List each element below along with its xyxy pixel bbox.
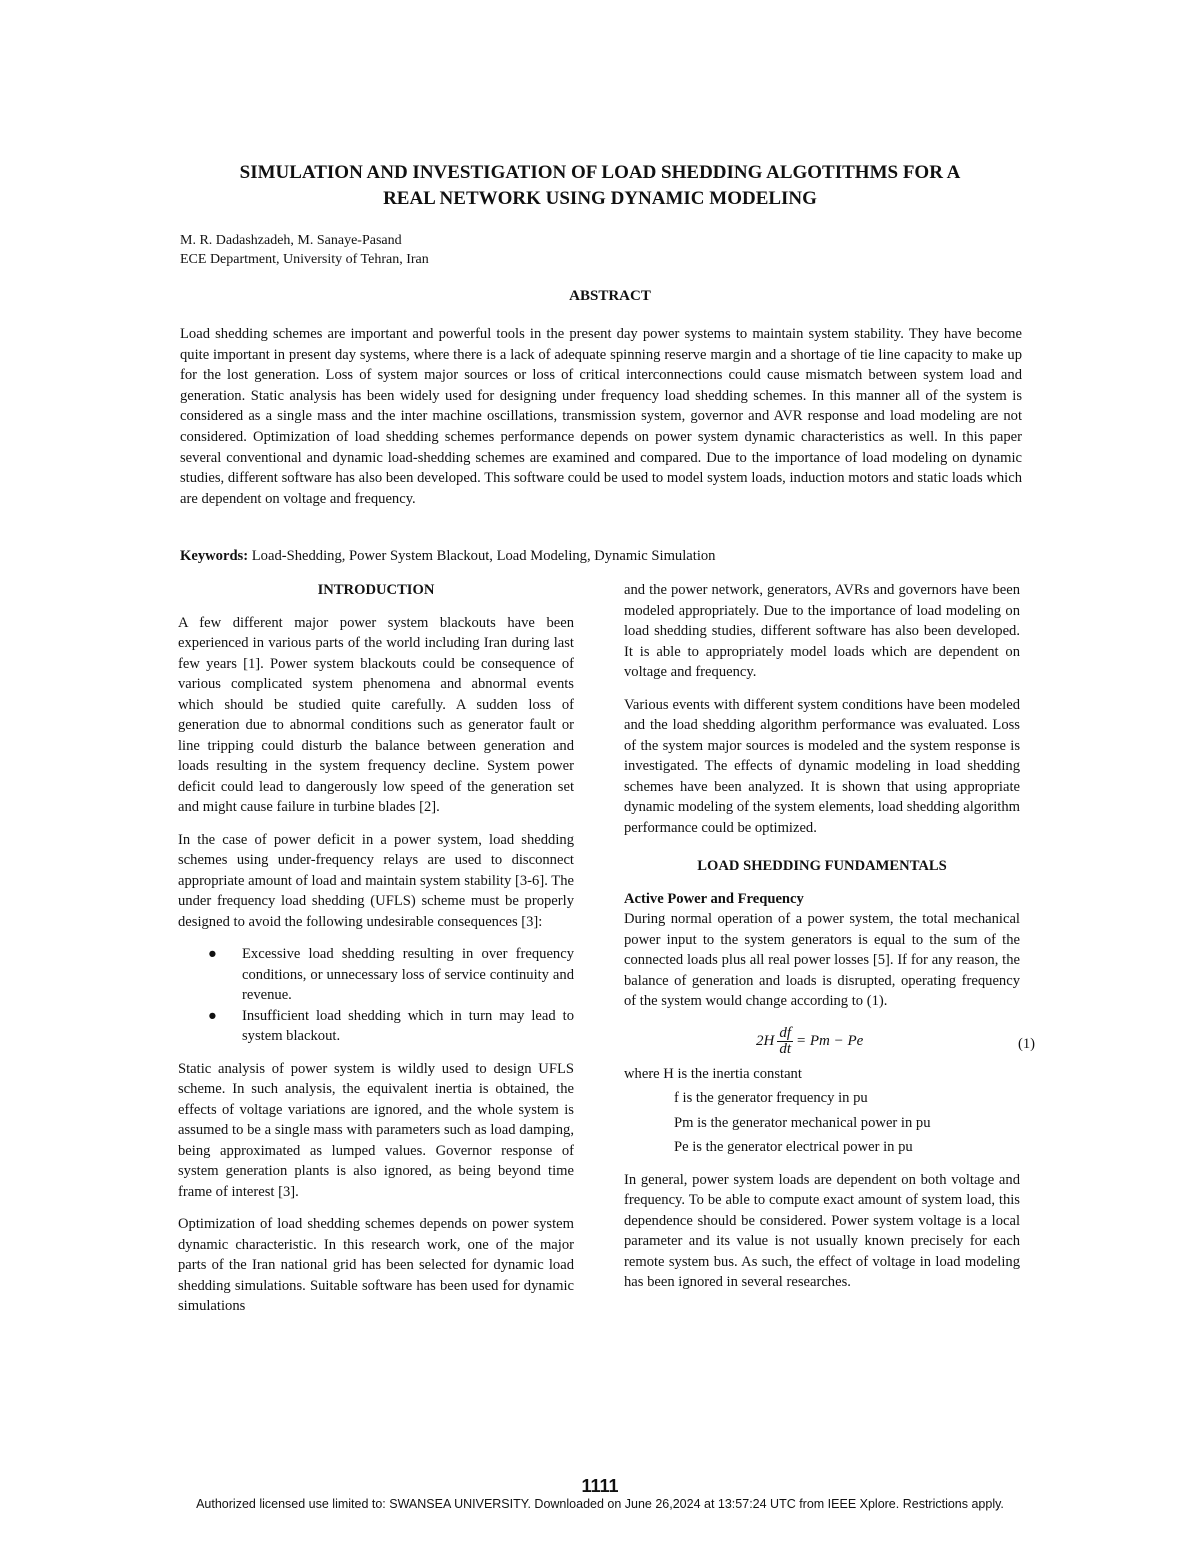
consequences-list	[178, 944, 574, 1047]
affiliation: ECE Department, University of Tehran, Iran	[180, 252, 429, 267]
authors: M. R. Dadashzadeh, M. Sanaye-Pasand	[180, 233, 402, 248]
symbol-definitions	[674, 1088, 1020, 1158]
fraction-numerator: df	[779, 1024, 792, 1041]
where-clause: where H is the inertia constant	[624, 1065, 802, 1082]
abstract-text: Load shedding schemes are important and powerful tools in the present day power systems to maintain system stability. They have become quite important in present day systems, where there is a lack of adequate spinning reserve margin and a shortage of tie line capacity to make up for the lost generation. Loss of system major sources or loss of critical interconnections could cause mismatch between system load and generation. Static analysis has been widely used for designing under frequency load shedding schemes. In this manner all of the system is considered as a single mass and the inter machine oscillations, transmission system, governor and AVR response and load modeling are not considered. Optimization of load shedding schemes performance depends on power system dynamic characteristics as well. In this paper several conventional and dynamic load-shedding schemes are examined and compared. Due to the importance of load modeling on dynamic studies, different software has also been developed. This software could be used to model system loads, induction motors and static loads which are dependent on voltage and frequency.	[180, 326, 1022, 507]
active-power-subheading: Active Power and Frequency	[624, 890, 804, 907]
intro-paragraph-1: A few different major power system blackouts have been experienced in various parts of the world including Iran during last few years [1]. Power system blackouts could be consequence of various complicated system phenomena and abnormal events which should be studied quite carefully. A sudden loss of generation due to abnormal conditions such as generator fault or line tripping could disturb the balance between generation and loads resulting in the system frequency decline. System power deficit could lead to dangerously low speed of the generation set and might cause failure in turbine blades [2].	[178, 614, 574, 815]
keywords-label: Keywords:	[180, 548, 249, 564]
right-paragraph-1: and the power network, generators, AVRs and governors have been modeled appropriately. Due to the importance of load modeling on load shedding studies, different software has also been developed. It is able to appropriately model loads which are dependent on voltage and frequency.	[624, 582, 1020, 680]
license-notice: Authorized licensed use limited to: SWANSEA UNIVERSITY. Downloaded on June 26,2024 at 13:57:24 UTC from IEEE Xplore. Restrictions apply.	[196, 1497, 1004, 1511]
list-item	[178, 944, 574, 1006]
bullet-icon: ●	[208, 946, 217, 962]
definition-f: f is the generator frequency in pu	[674, 1090, 868, 1106]
introduction-heading: INTRODUCTION	[317, 582, 435, 598]
equation-expression	[756, 1026, 863, 1057]
paper-title	[120, 160, 1080, 212]
keywords	[180, 546, 1022, 566]
keywords-text: Load-Shedding, Power System Blackout, Load Modeling, Dynamic Simulation	[251, 548, 716, 564]
bullet-icon: ●	[208, 1007, 217, 1024]
list-item-text: Excessive load shedding resulting in over frequency conditions, or unnecessary loss of service continuity and revenue.	[242, 946, 574, 1003]
fraction-denominator: dt	[779, 1040, 792, 1057]
intro-paragraph-3: Static analysis of power system is wildly used to design UFLS scheme. In such analysis, the equivalent inertia is obtained, the effects of voltage variations are ignored, and the whole system is assumed to be a single mass with parameters such as load damping, being approximated as lumped values. Governor response of system generation plants is also ignored, as being beyond time frame of interest [3].	[178, 1060, 574, 1200]
abstract-heading: ABSTRACT	[569, 288, 651, 304]
right-paragraph-4: In general, power system loads are dependent on both voltage and frequency. To be able to compute exact amount of system load, this dependence should be considered. Power system voltage is a local parameter and its value is not usually known precisely for each remote system bus. As such, the effect of voltage in load modeling has been ignored in several researches.	[624, 1171, 1020, 1290]
intro-paragraph-2: In the case of power deficit in a power system, load shedding schemes using under-frequency relays are used to disconnect appropriate amount of load and maintain system stability [3-6]. The under frequency load shedding (UFLS) scheme must be properly designed to avoid the following undesirable consequences [3]:	[178, 831, 574, 930]
title-line-2: REAL NETWORK USING DYNAMIC MODELING	[383, 188, 817, 209]
right-column	[624, 580, 1036, 1305]
intro-paragraph-4: Optimization of load shedding schemes depends on power system dynamic characteristic. In this research work, one of the major parts of the Iran national grid has been selected for dynamic load shedding simulations. Suitable software has been used for dynamic simulations	[178, 1216, 574, 1314]
equation-lhs: 2H	[756, 1032, 775, 1049]
right-paragraph-2: Various events with different system conditions have been modeled and the load shedding algorithm performance was evaluated. Loss of the system major sources is modeled and the system response is investigated. The effects of dynamic modeling in load shedding schemes have been analyzed. It is shown that using appropriate dynamic modeling of the system elements, load shedding algorithm performance could be optimized.	[624, 696, 1020, 836]
equation-1	[624, 1024, 1036, 1060]
right-paragraph-3: During normal operation of a power system, the total mechanical power input to the system generators is equal to the sum of the connected loads plus all real power losses [5]. If for any reason, the balance of generation and loads is disrupted, operating frequency of the system would change according to (1).	[624, 911, 1020, 1009]
equation-fraction	[777, 1026, 793, 1057]
page-number: 1111	[581, 1476, 619, 1496]
list-item	[178, 1006, 574, 1047]
definition-pe: Pe is the generator electrical power in pu	[674, 1139, 913, 1155]
equation-rhs: = Pm − Pe	[796, 1032, 864, 1049]
title-line-1: SIMULATION AND INVESTIGATION OF LOAD SHEDDING ALGOTITHMS FOR A	[239, 162, 961, 183]
fundamentals-heading: LOAD SHEDDING FUNDAMENTALS	[697, 858, 947, 874]
definition-pm: Pm is the generator mechanical power in pu	[674, 1114, 931, 1131]
equation-number: (1)	[1018, 1035, 1036, 1052]
list-item-text: Insufficient load shedding which in turn may lead to system blackout.	[242, 1007, 574, 1044]
left-column	[178, 580, 574, 1329]
